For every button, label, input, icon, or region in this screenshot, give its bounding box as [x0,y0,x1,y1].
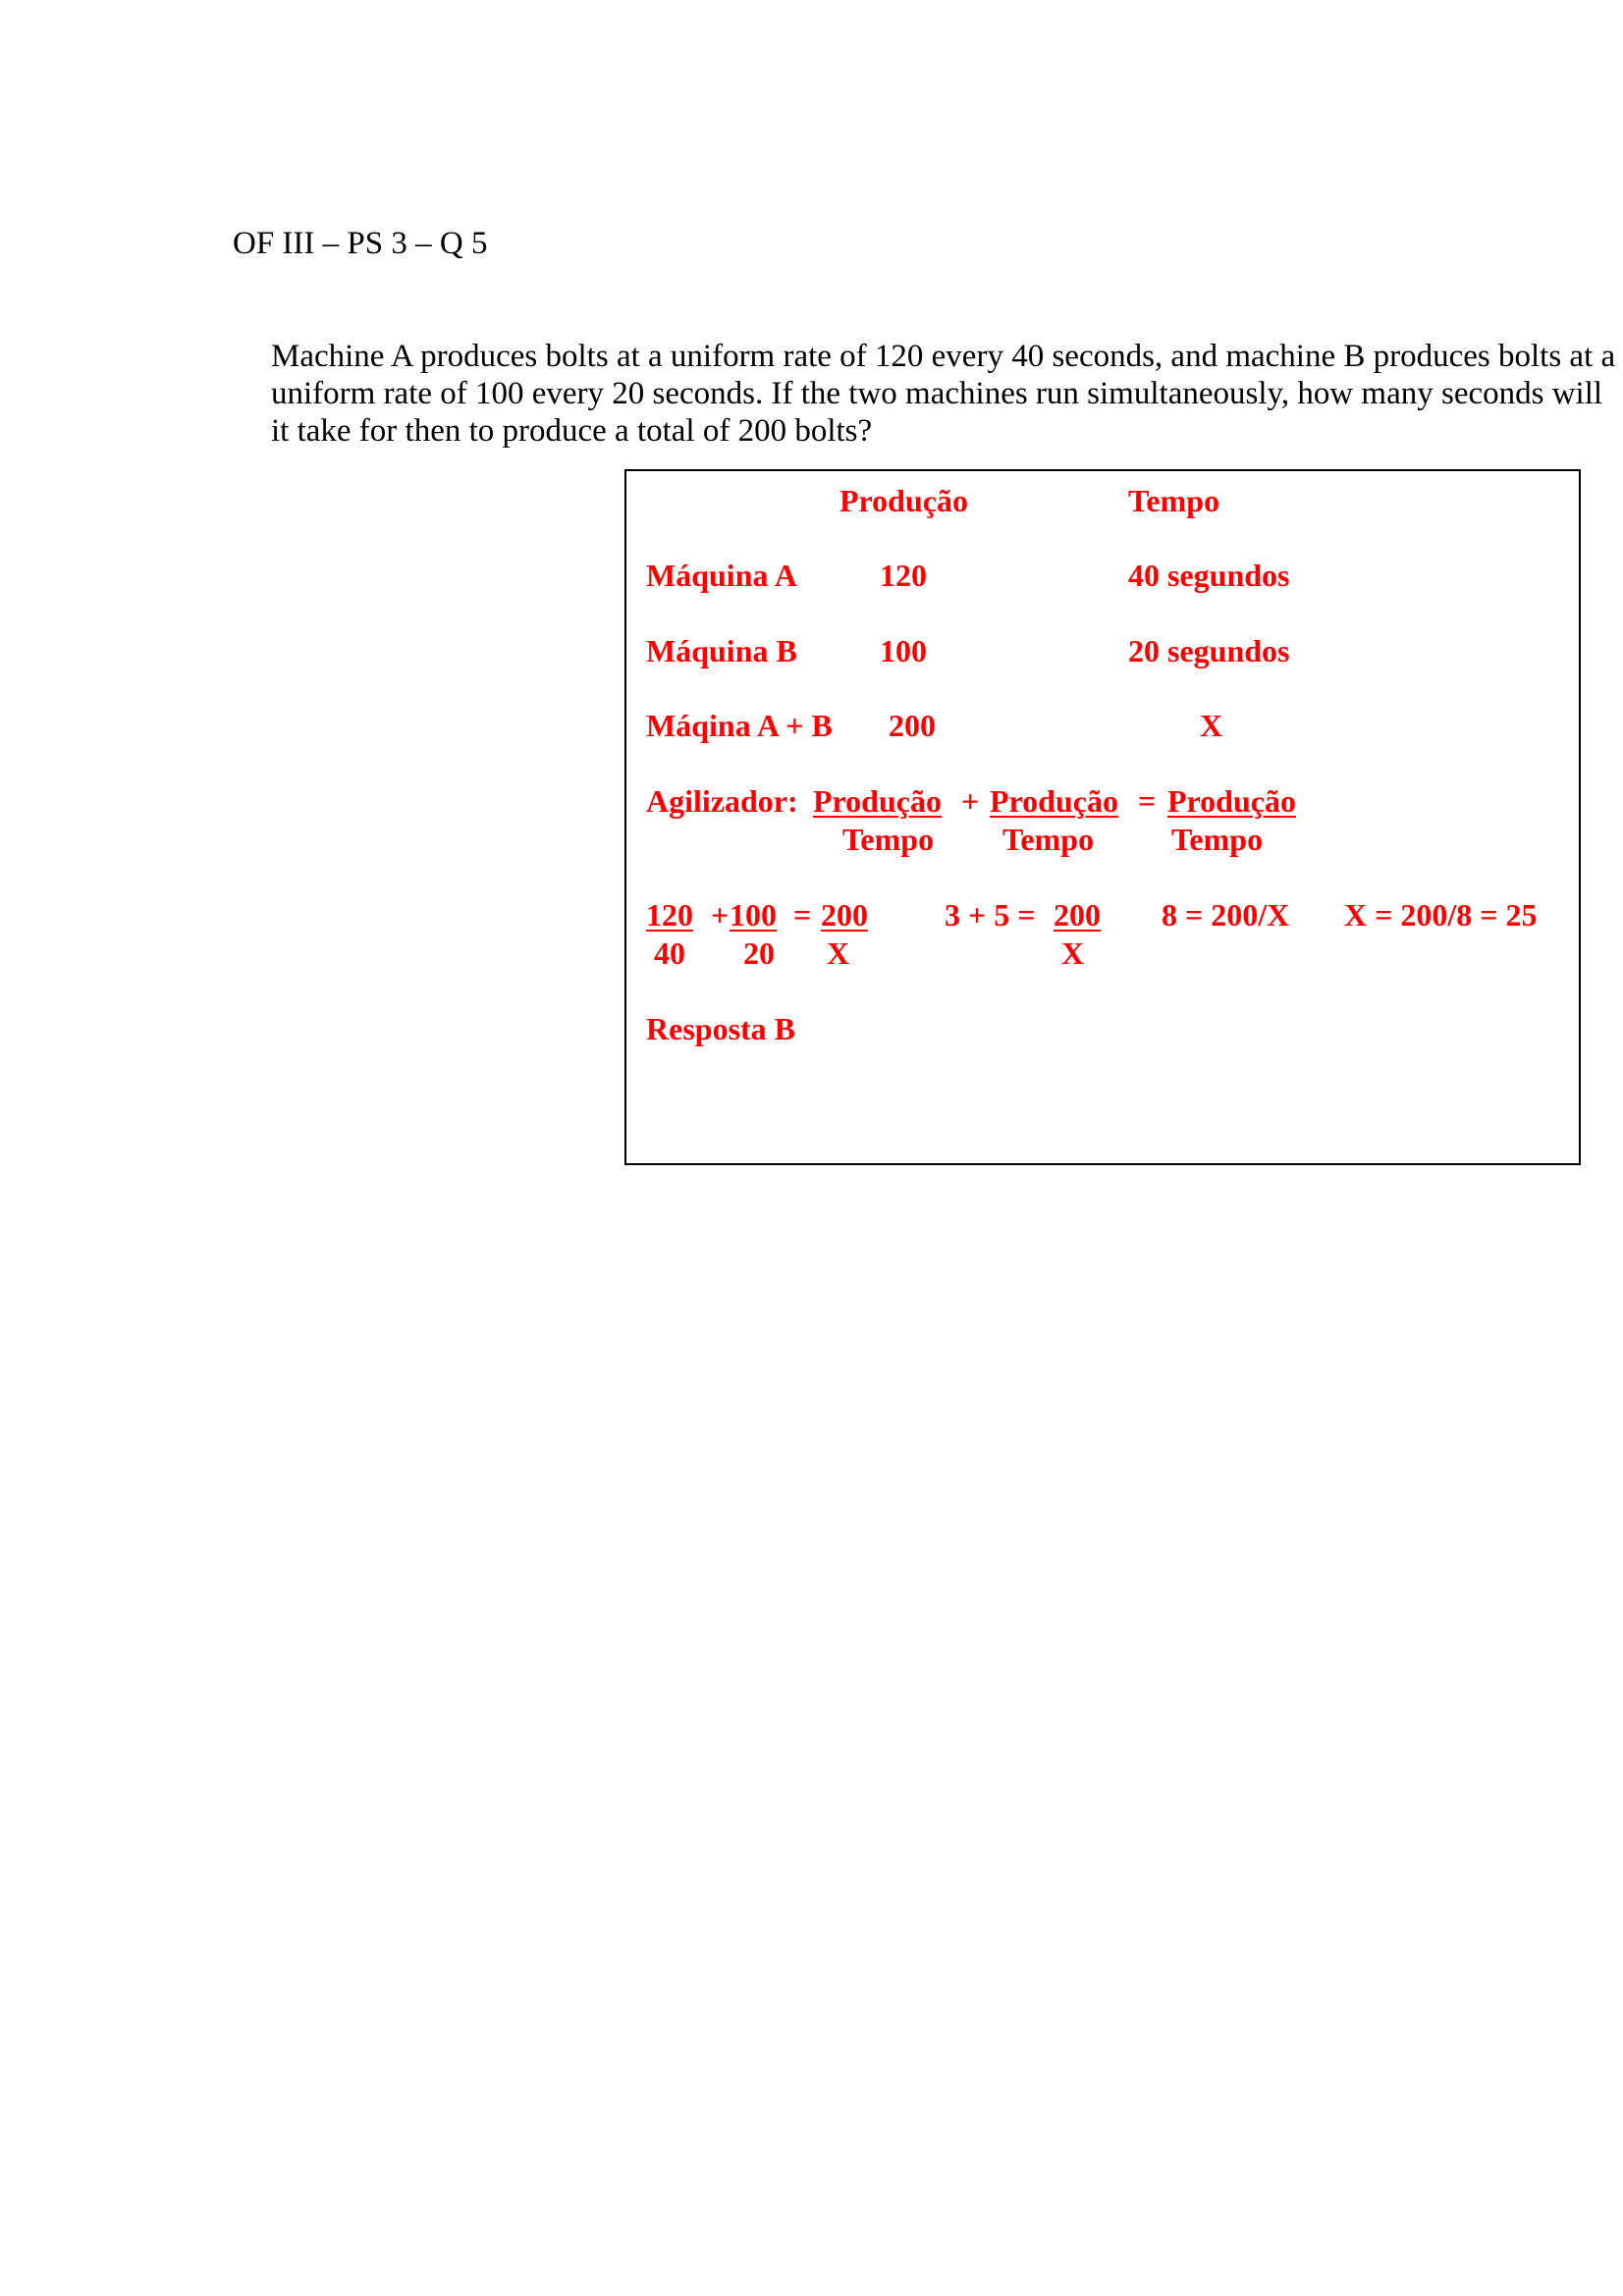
row-label-maquina-a: Máquina A [646,558,797,593]
agilizador-numerator-1: Produção [813,783,942,819]
step-4-result: X = 200/8 = 25 [1344,897,1538,933]
row-producao-maquina-a-b: 200 [889,708,936,743]
agilizador-denominator-1: Tempo [842,822,935,857]
question-header: OF III – PS 3 – Q 5 [233,226,488,261]
fraction-equals: = [793,897,812,933]
row-producao-maquina-a: 120 [880,558,927,593]
fraction-3-numerator: 200 [821,897,868,933]
fraction-plus: + [711,897,730,933]
row-tempo-maquina-a: 40 segundos [1128,558,1290,593]
row-label-maquina-a-b: Máqina A + B [646,708,833,743]
fraction-1-denominator: 40 [654,935,685,971]
fraction-3-denominator: X [827,935,850,971]
column-header-tempo: Tempo [1128,483,1220,518]
step-2-denominator: X [1061,935,1085,971]
agilizador-equals: = [1138,783,1157,819]
row-label-maquina-b: Máquina B [646,633,797,668]
question-line-2: uniform rate of 100 every 20 seconds. If the two machines run simultaneously, how many seconds will [271,376,1603,411]
question-line-3: it take for then to produce a total of 200 bolts? [271,413,873,449]
question-text [271,338,1623,450]
agilizador-denominator-3: Tempo [1171,822,1264,857]
agilizador-plus: + [961,783,980,819]
step-2-numerator: 200 [1054,897,1101,933]
row-tempo-maquina-b: 20 segundos [1128,633,1290,668]
question-line-1: Machine A produces bolts at a uniform rate of 120 every 40 seconds, and machine B produces bolts at a [271,339,1616,374]
agilizador-denominator-2: Tempo [1002,822,1095,857]
step-3: 8 = 200/X [1162,897,1290,933]
fraction-1-numerator: 120 [646,897,693,933]
step-2-lhs: 3 + 5 = [945,897,1036,933]
row-tempo-maquina-a-b: X [1200,708,1223,743]
column-header-producao: Produção [839,483,968,518]
agilizador-numerator-3: Produção [1167,783,1296,819]
fraction-2-denominator: 20 [743,935,775,971]
answer-label: Resposta B [646,1011,796,1046]
row-producao-maquina-b: 100 [880,633,927,668]
fraction-2-numerator: 100 [730,897,777,933]
agilizador-numerator-2: Produção [990,783,1118,819]
agilizador-label: Agilizador: [646,783,798,819]
